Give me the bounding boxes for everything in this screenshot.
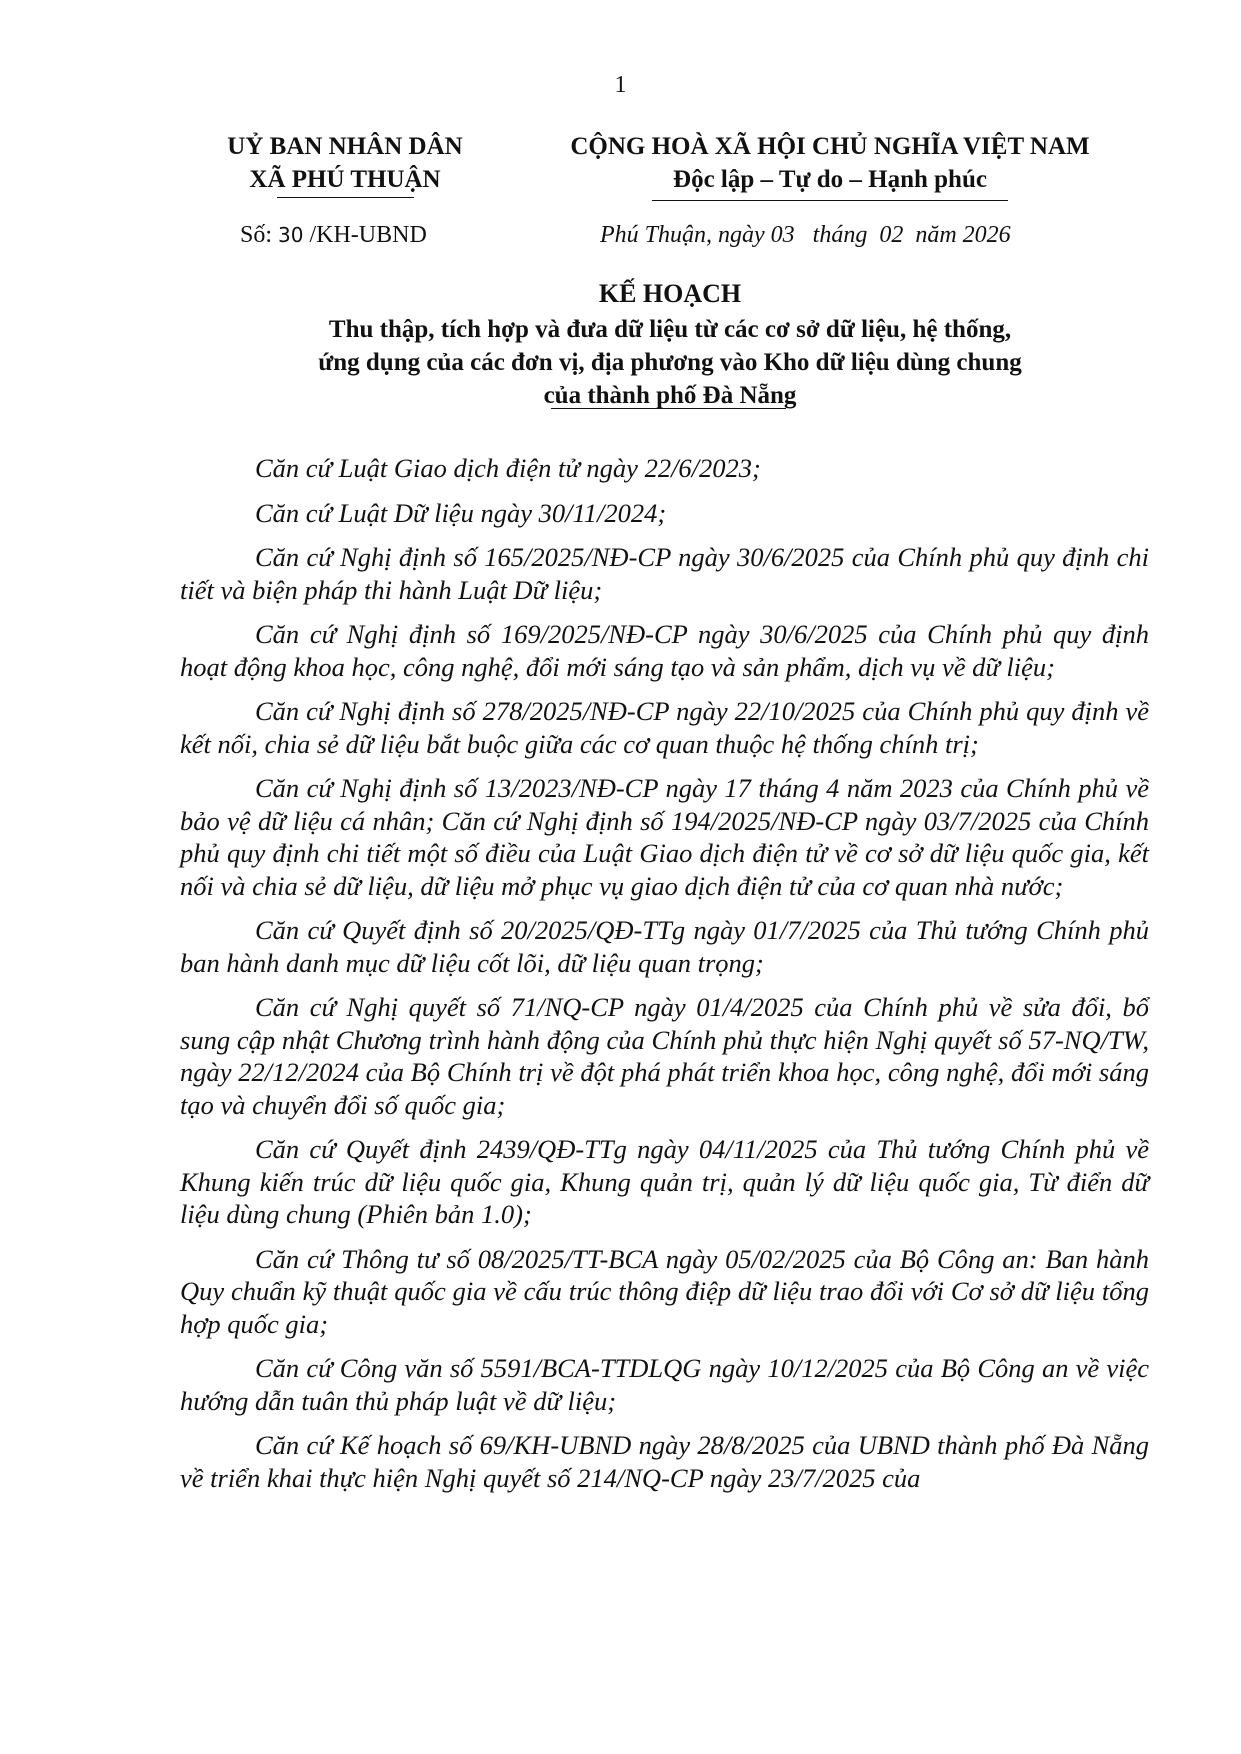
- legal-basis-paragraph: Căn cứ Quyết định số 20/2025/QĐ-TTg ngày 01/7/2025 của Thủ tướng Chính phủ ban hành danh mục dữ liệu cốt lõi, dữ liệu quan trọng;: [180, 915, 1149, 978]
- legal-basis-paragraph: Căn cứ Nghị quyết số 71/NQ-CP ngày 01/4/2025 của Chính phủ về sửa đổi, bổ sung cập nhật Chương trình hành động của Chính phủ thực hiện Nghị quyết số 57-NQ/TW, ngày 22/12/2024 của Bộ Chính trị về đột phá phát triển khoa học, công nghệ, đổi mới sáng tạo và chuyển đổi số quốc gia;: [180, 992, 1149, 1120]
- authority-line-2: XÃ PHÚ THUẬN: [249, 166, 441, 193]
- motto-underline: [652, 200, 1008, 201]
- authority-line-1: UỶ BAN NHÂN DÂN: [227, 133, 463, 160]
- legal-basis-paragraph: Căn cứ Luật Giao dịch điện tử ngày 22/6/2023;: [255, 453, 761, 483]
- page-number: 1: [614, 72, 627, 98]
- legal-basis-paragraph: Căn cứ Nghị định số 169/2025/NĐ-CP ngày 30/6/2025 của Chính phủ quy định hoạt động khoa học, công nghệ, đổi mới sáng tạo và sản phẩm, dịch vụ về dữ liệu;: [180, 619, 1149, 682]
- national-motto: [530, 130, 1130, 196]
- authority-underline: [277, 197, 414, 198]
- document-title: [180, 275, 1160, 412]
- number-value: 30: [278, 223, 304, 247]
- legal-basis-list: [180, 452, 1149, 1506]
- number-suffix: /KH-UBND: [303, 222, 427, 248]
- title-sub-line-3: của thành phố Đà Nẵng: [543, 382, 797, 409]
- title-sub-line-1: Thu thập, tích hợp và đưa dữ liệu từ các cơ sở dữ liệu, hệ thống,: [328, 316, 1012, 343]
- legal-basis-paragraph: Căn cứ Thông tư số 08/2025/TT-BCA ngày 05/02/2025 của Bộ Công an: Ban hành Quy chuẩn kỹ thuật quốc gia về cấu trúc thông điệp dữ liệu trao đổi với Cơ sở dữ liệu tổng hợp quốc gia;: [180, 1243, 1149, 1339]
- document-number: [240, 222, 427, 249]
- number-label: Số:: [240, 222, 279, 248]
- title-main: KẾ HOẠCH: [598, 279, 742, 308]
- legal-basis-paragraph: Căn cứ Kế hoạch số 69/KH-UBND ngày 28/8/2025 của UBND thành phố Đà Nẵng về triển khai thực hiện Nghị quyết số 214/NQ-CP ngày 23/7/2025 của: [180, 1430, 1149, 1493]
- nation-motto: Độc lập – Tự do – Hạnh phúc: [673, 166, 987, 193]
- legal-basis-paragraph: Căn cứ Nghị định số 13/2023/NĐ-CP ngày 17 tháng 4 năm 2023 của Chính phủ về bảo vệ dữ liệu cá nhân; Căn cứ Nghị định số 194/2025/NĐ-CP ngày 03/7/2025 của Chính phủ quy định chi tiết một số điều của Luật Giao dịch điện tử về cơ sở dữ liệu quốc gia, kết nối và chia sẻ dữ liệu, dữ liệu mở phục vụ giao dịch điện tử của cơ quan nhà nước;: [180, 773, 1149, 901]
- legal-basis-paragraph: Căn cứ Nghị định số 278/2025/NĐ-CP ngày 22/10/2025 của Chính phủ quy định về kết nối, chia sẻ dữ liệu bắt buộc giữa các cơ quan thuộc hệ thống chính trị;: [180, 696, 1149, 759]
- title-underline: [551, 408, 786, 409]
- legal-basis-paragraph: Căn cứ Luật Dữ liệu ngày 30/11/2024;: [255, 497, 667, 528]
- title-sub-line-2: ứng dụng của các đơn vị, địa phương vào Kho dữ liệu dùng chung: [318, 349, 1022, 376]
- document-date: Phú Thuận, ngày 03 tháng 02 năm 2026: [600, 222, 1011, 248]
- document-header: [180, 130, 1160, 220]
- legal-basis-paragraph: Căn cứ Quyết định 2439/QĐ-TTg ngày 04/11/2025 của Thủ tướng Chính phủ về Khung kiến trúc dữ liệu quốc gia, Khung quản trị, quản lý dữ liệu quốc gia, Từ điển dữ liệu dùng chung (Phiên bản 1.0);: [180, 1134, 1149, 1229]
- legal-basis-paragraph: Căn cứ Công văn số 5591/BCA-TTDLQG ngày 10/12/2025 của Bộ Công an về việc hướng dẫn tuân thủ pháp luật về dữ liệu;: [180, 1353, 1149, 1416]
- nation-name: CỘNG HOÀ XÃ HỘI CHỦ NGHĨA VIỆT NAM: [570, 133, 1090, 160]
- legal-basis-paragraph: Căn cứ Nghị định số 165/2025/NĐ-CP ngày 30/6/2025 của Chính phủ quy định chi tiết và biện pháp thi hành Luật Dữ liệu;: [180, 542, 1149, 605]
- issuing-authority: [210, 130, 480, 196]
- document-reference: [180, 222, 1160, 256]
